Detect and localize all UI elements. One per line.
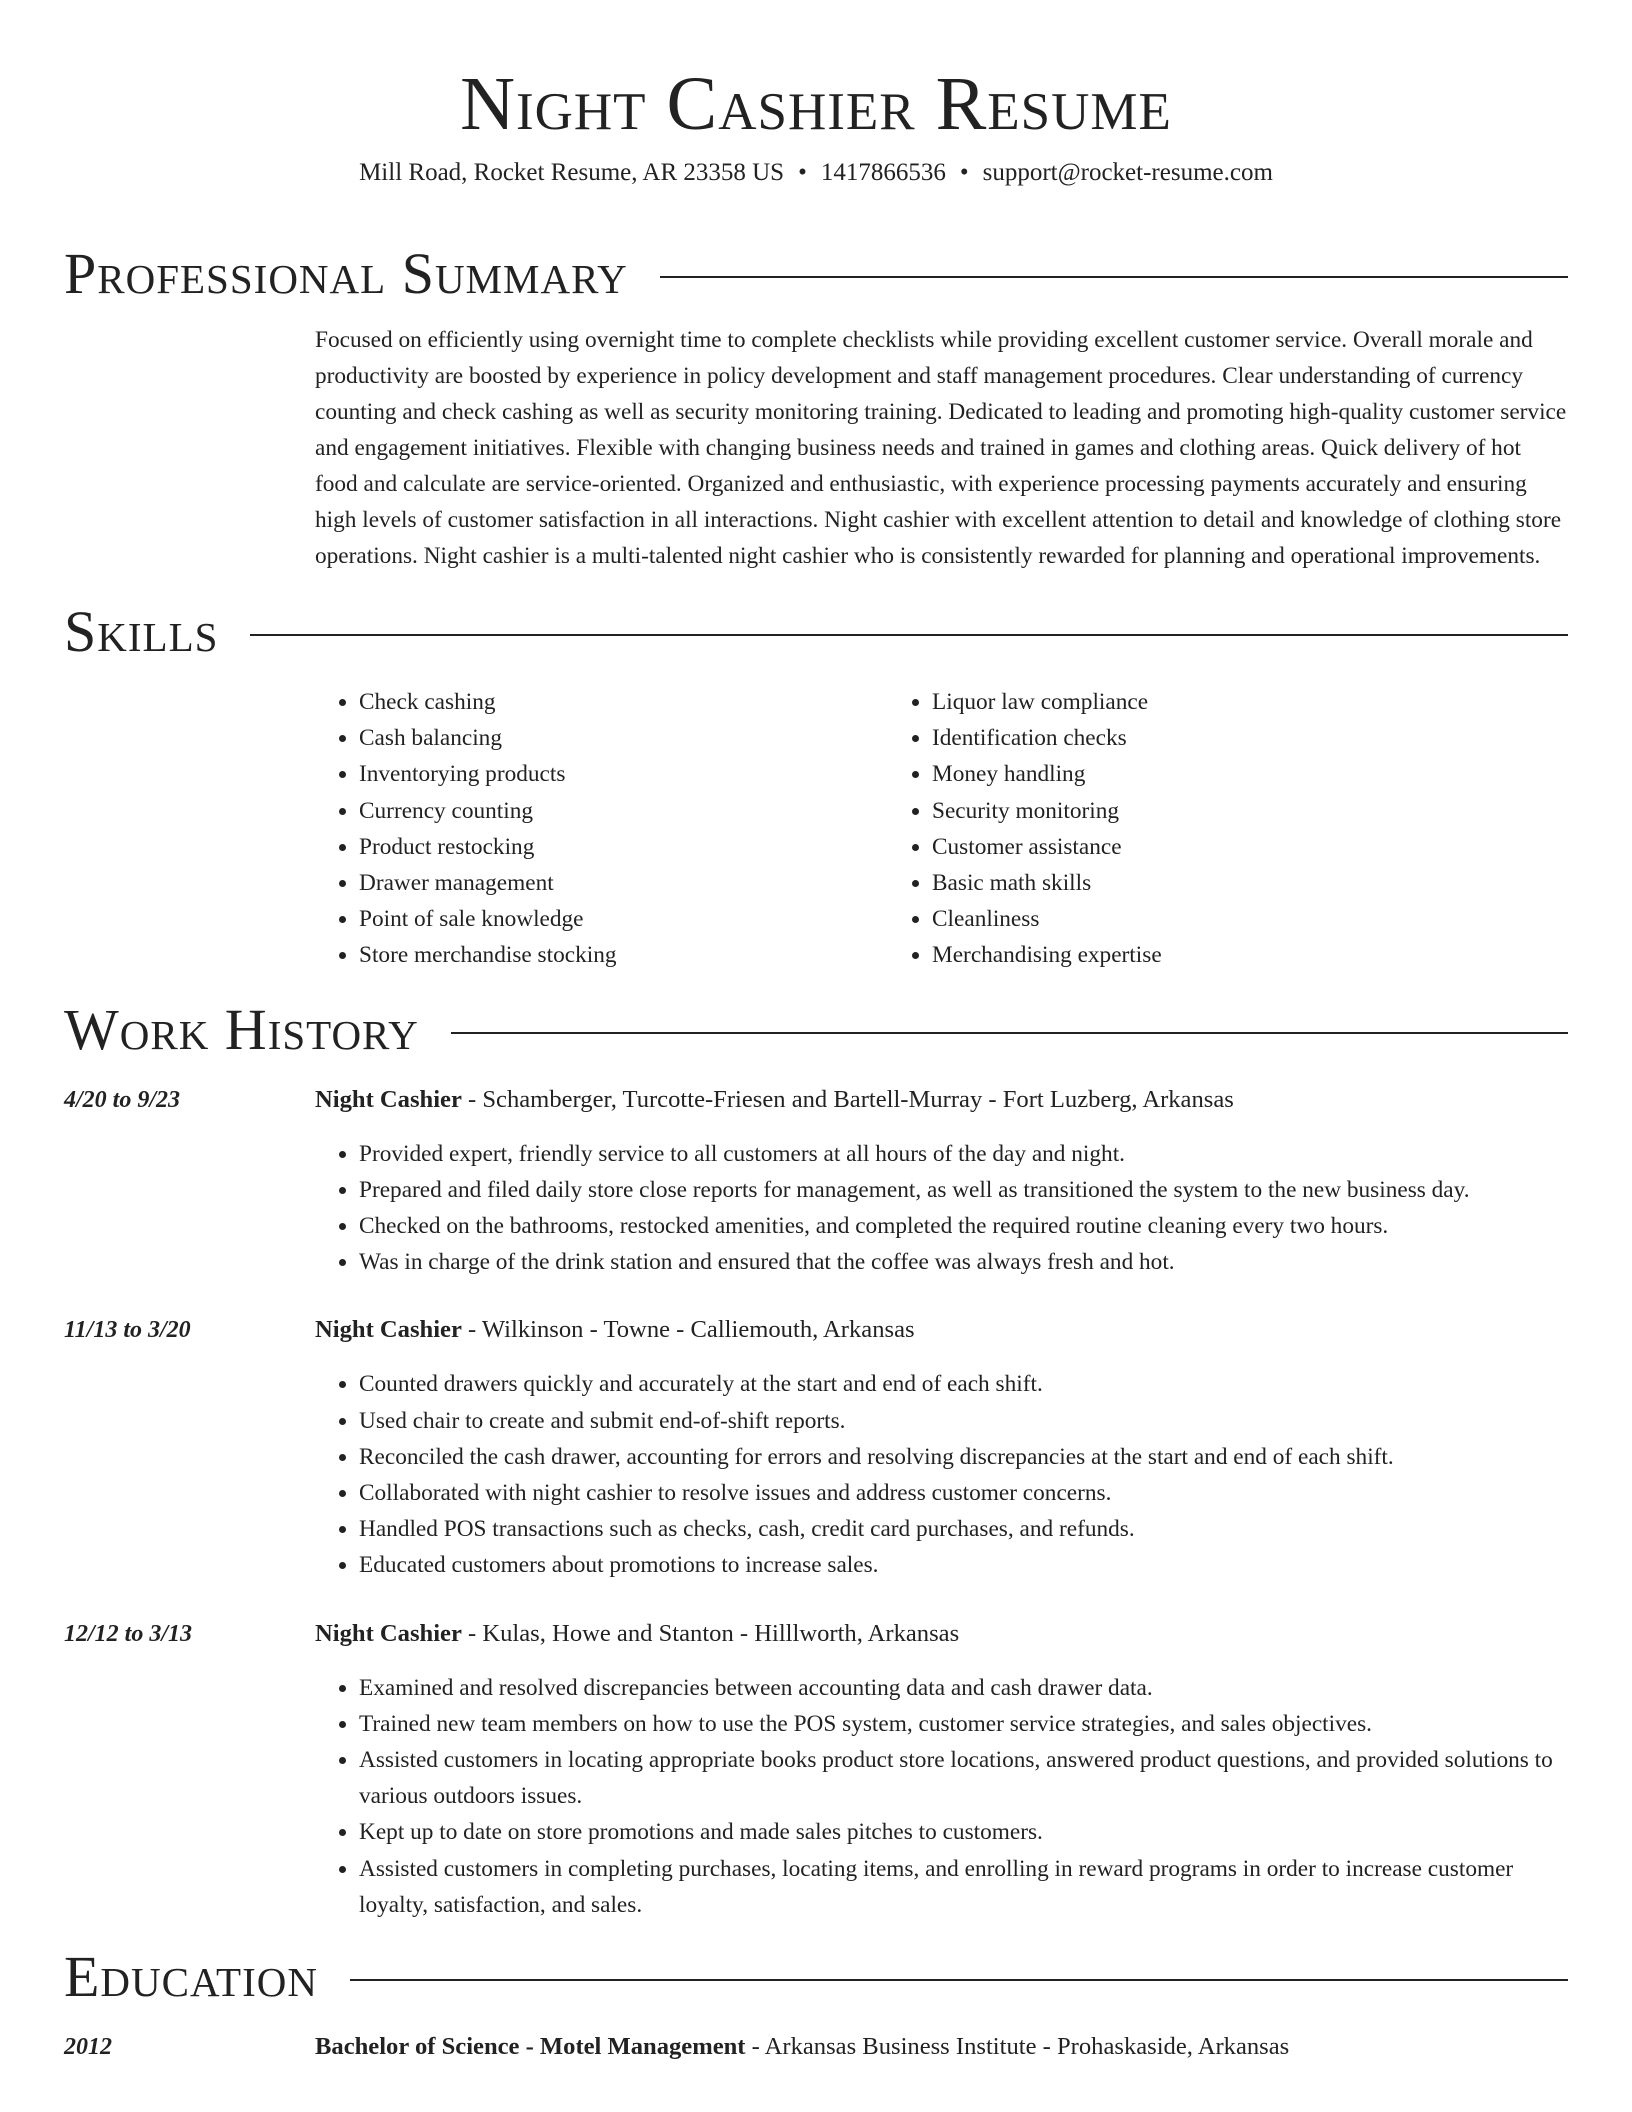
education-school: - Arkansas Business Institute - Prohaskaside, Arkansas — [745, 2033, 1290, 2061]
skill-item: • Customer assistance — [932, 829, 1548, 865]
job-dates: 11/13 to 3/20 — [64, 1317, 191, 1344]
education-entry — [64, 2029, 1568, 2065]
job-entry — [64, 1082, 1568, 1281]
job-bullet: • Kept up to date on store promotions and made sales pitches to customers. — [359, 1814, 1568, 1850]
job-bullet: • Assisted customers in completing purchases, locating items, and enrolling in reward programs in order to increase customer loyalty, satisfaction, and sales. — [359, 1851, 1568, 1923]
job-entry — [64, 1312, 1568, 1583]
job-bullets — [315, 1670, 1568, 1923]
skill-item: • Point of sale knowledge — [359, 901, 888, 937]
skill-item: • Identification checks — [932, 720, 1548, 756]
job-bullet: • Checked on the bathrooms, restocked amenities, and completed the required routine cleaning every two hours. — [359, 1208, 1568, 1244]
resume-page — [64, 0, 1568, 2065]
skill-item: • Inventorying products — [359, 756, 888, 792]
skill-item: • Cash balancing — [359, 720, 888, 756]
skill-item: • Merchandising expertise — [932, 937, 1548, 973]
job-bullet: • Collaborated with night cashier to resolve issues and address customer concerns. — [359, 1475, 1568, 1511]
job-bullet: • Trained new team members on how to use the POS system, customer service strategies, and sales objectives. — [359, 1706, 1568, 1742]
skills-list — [315, 684, 1568, 974]
job-body — [315, 1616, 1568, 1923]
contact-email: support@rocket-resume.com — [982, 159, 1273, 186]
job-bullet: • Assisted customers in locating appropriate books product store locations, answered product questions, and provided solutions to various outdoors issues. — [359, 1742, 1568, 1814]
section-divider — [350, 1979, 1568, 1981]
section-divider — [250, 634, 1568, 636]
job-bullet: • Educated customers about promotions to increase sales. — [359, 1547, 1568, 1583]
skill-item: • Liquor law compliance — [932, 684, 1548, 720]
job-employer: - Wilkinson - Towne - Calliemouth, Arkansas — [461, 1316, 915, 1344]
job-bullet: • Was in charge of the drink station and ensured that the coffee was always fresh and hot. — [359, 1244, 1568, 1280]
job-title-line — [315, 1616, 1568, 1652]
skill-item: • Check cashing — [359, 684, 888, 720]
job-bullet: • Prepared and filed daily store close reports for management, as well as transitioned the system to the new business day. — [359, 1172, 1568, 1208]
summary-text: Focused on efficiently using overnight time to complete checklists while providing excellent customer service. Overall morale and productivity are boosted by experience in policy development and staff management procedures. Clear understanding of currency counting and check cashing as well as security monitoring training. Dedicated to leading and promoting high-quality customer service and engagement initiatives. Flexible with changing business needs and trained in games and clothing areas. Quick delivery of hot food and calculate are service-oriented. Organized and enthusiastic, with experience processing payments accurately and ensuring high levels of customer satisfaction in all interactions. Night cashier with excellent attention to detail and knowledge of clothing store operations. Night cashier is a multi-talented night cashier who is consistently rewarded for planning and operational improvements. — [315, 327, 1567, 569]
summary-heading: Professional Summary — [64, 241, 628, 306]
skills-section-header — [64, 599, 1568, 664]
job-title: Night Cashier — [315, 1619, 462, 1647]
contact-separator: • — [798, 159, 807, 186]
summary-section-header — [64, 241, 1568, 306]
job-title-line — [315, 1312, 1568, 1348]
skills-heading: Skills — [64, 599, 219, 664]
skill-item: • Drawer management — [359, 865, 888, 901]
job-title: Night Cashier — [315, 1085, 462, 1113]
job-bullet: • Counted drawers quickly and accurately at the start and end of each shift. — [359, 1366, 1568, 1402]
education-dates: 2012 — [64, 2034, 112, 2061]
education-degree: Bachelor of Science - Motel Management — [315, 2033, 746, 2061]
education-section-header — [64, 1944, 1568, 2010]
job-bullet: • Reconciled the cash drawer, accounting for errors and resolving discrepancies at the start and end of each shift. — [359, 1439, 1568, 1475]
job-title-line — [315, 1082, 1568, 1118]
work-section-header — [64, 996, 1568, 1062]
skills-column-right — [888, 684, 1548, 974]
job-dates: 12/12 to 3/13 — [64, 1620, 193, 1647]
job-dates: 4/20 to 9/23 — [64, 1086, 181, 1113]
resume-title: Night Cashier Resume — [460, 62, 1172, 146]
job-bullets — [315, 1366, 1568, 1583]
contact-separator: • — [959, 159, 969, 186]
job-body — [315, 1082, 1568, 1281]
skill-item: • Basic math skills — [932, 865, 1548, 901]
skills-column-left — [315, 684, 888, 974]
job-bullet: • Used chair to create and submit end-of-shift reports. — [359, 1403, 1568, 1439]
skill-item: • Currency counting — [359, 793, 888, 829]
job-bullets — [315, 1136, 1568, 1281]
job-entry — [64, 1616, 1568, 1923]
job-bullet: • Handled POS transactions such as checks, cash, credit card purchases, and refunds. — [359, 1511, 1568, 1547]
contact-phone: 1417866536 — [820, 159, 946, 186]
section-divider — [660, 276, 1568, 278]
job-employer: - Kulas, Howe and Stanton - Hilllworth, Arkansas — [461, 1619, 960, 1647]
job-bullet: • Provided expert, friendly service to all customers at all hours of the day and night. — [359, 1136, 1568, 1172]
work-heading: Work History — [64, 996, 419, 1062]
education-body — [315, 2029, 1289, 2065]
contact-line — [64, 158, 1568, 188]
job-bullet: • Examined and resolved discrepancies between accounting data and cash drawer data. — [359, 1670, 1568, 1706]
skill-item: • Security monitoring — [932, 793, 1548, 829]
skill-item: • Cleanliness — [932, 901, 1548, 937]
skill-item: • Store merchandise stocking — [359, 937, 888, 973]
skill-item: • Money handling — [932, 756, 1548, 792]
section-divider — [451, 1032, 1568, 1034]
skill-item: • Product restocking — [359, 829, 888, 865]
education-heading: Education — [64, 1944, 318, 2010]
job-employer: - Schamberger, Turcotte-Friesen and Bartell-Murray - Fort Luzberg, Arkansas — [461, 1085, 1234, 1113]
job-body — [315, 1312, 1568, 1583]
contact-address: Mill Road, Rocket Resume, AR 23358 US — [359, 159, 785, 186]
job-title: Night Cashier — [315, 1316, 462, 1344]
